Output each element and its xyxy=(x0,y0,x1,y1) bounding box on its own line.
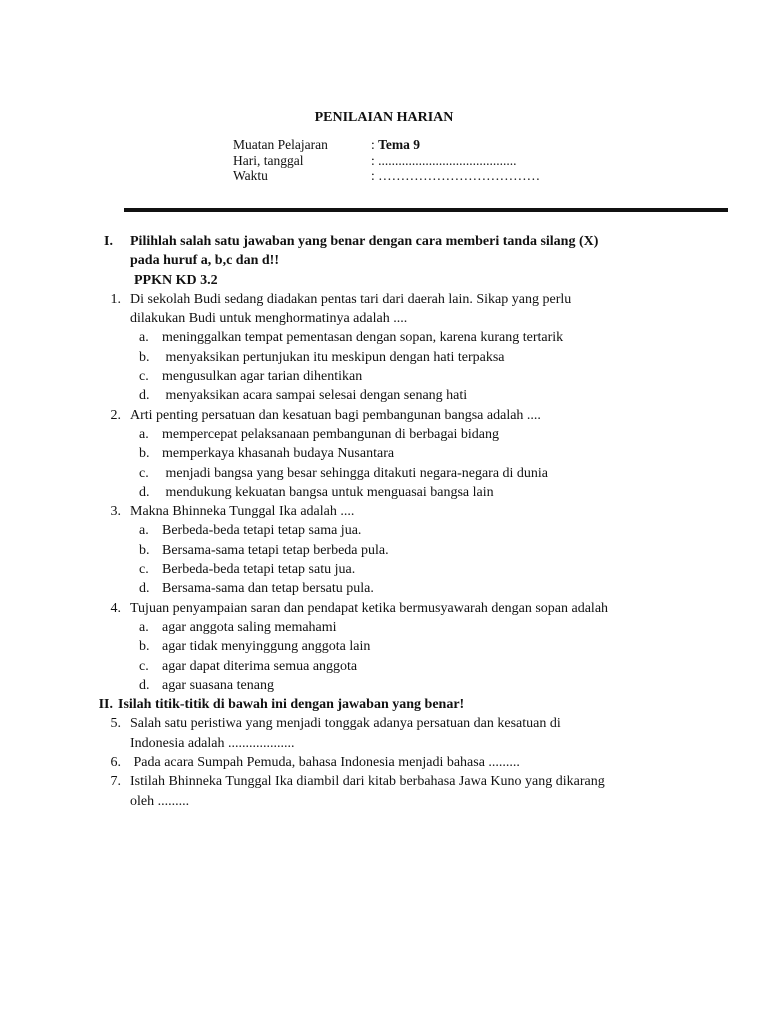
option-text: agar suasana tenang xyxy=(162,677,274,693)
option-text: menyaksikan acara sampai selesai dengan senang hati xyxy=(162,388,468,404)
option-letter: d. xyxy=(139,581,150,597)
option-letter: d. xyxy=(139,677,150,693)
option-letter: a. xyxy=(139,426,149,442)
question xyxy=(0,502,768,521)
question-number: 2. xyxy=(110,407,121,423)
answer-option xyxy=(139,444,768,463)
header-fields xyxy=(233,137,540,184)
section-instruction: Isilah titik-titik di bawah ini dengan jawaban yang benar! xyxy=(118,697,465,713)
question-block xyxy=(0,502,768,598)
question-text: Salah satu peristiwa yang menjadi tonggak adanya persatuan dan kesatuan di xyxy=(130,716,561,732)
section-instruction: pada huruf a, b,c dan d!! xyxy=(130,253,279,269)
option-letter: d. xyxy=(139,388,150,404)
question xyxy=(0,753,768,772)
option-letter: b. xyxy=(139,446,150,462)
answer-option xyxy=(139,464,768,483)
field-time xyxy=(233,168,540,184)
field-label: Waktu xyxy=(233,168,268,183)
answer-option xyxy=(139,637,768,656)
answer-option xyxy=(139,560,768,579)
worksheet-body xyxy=(0,232,768,811)
question-number: 4. xyxy=(110,600,121,616)
option-letter: a. xyxy=(139,330,149,346)
section-heading xyxy=(0,232,768,271)
option-letter: c. xyxy=(139,465,149,481)
option-text: Berbeda-beda tetapi tetap sama jua. xyxy=(162,523,362,539)
question-text: dilakukan Budi untuk menghormatinya adalah .... xyxy=(130,311,408,327)
question-block xyxy=(0,290,768,406)
question-text: Makna Bhinneka Tunggal Ika adalah .... xyxy=(130,504,355,520)
answer-option xyxy=(139,328,768,347)
answer-option xyxy=(139,367,768,386)
option-text: agar tidak menyinggung anggota lain xyxy=(162,639,371,655)
section-number: II. xyxy=(98,697,113,713)
page-title: PENILAIAN HARIAN xyxy=(314,110,454,125)
option-text: Berbeda-beda tetapi tetap satu jua. xyxy=(162,562,356,578)
answer-option xyxy=(139,386,768,405)
question xyxy=(0,599,768,618)
section-fill-in xyxy=(0,695,768,811)
field-subject xyxy=(233,137,540,153)
question-number: 3. xyxy=(110,504,121,520)
answer-option xyxy=(139,541,768,560)
option-text: agar dapat diterima semua anggota xyxy=(162,658,358,674)
option-text: mendukung kekuatan bangsa untuk menguasai bangsa lain xyxy=(162,484,494,500)
option-letter: b. xyxy=(139,542,150,558)
question-number: 1. xyxy=(110,291,121,307)
option-text: menjadi bangsa yang besar sehingga ditakuti negara-negara di dunia xyxy=(162,465,549,481)
option-letter: c. xyxy=(139,658,149,674)
section-heading xyxy=(0,695,768,714)
field-date xyxy=(233,153,540,169)
field-separator: : xyxy=(371,137,379,152)
option-text: agar anggota saling memahami xyxy=(162,619,337,635)
question-text: Indonesia adalah ................... xyxy=(130,735,295,751)
option-text: mengusulkan agar tarian dihentikan xyxy=(162,369,363,385)
question-number: 7. xyxy=(110,774,121,790)
answer-option xyxy=(139,579,768,598)
option-text: Bersama-sama tetapi tetap berbeda pula. xyxy=(162,542,389,558)
field-value: Tema 9 xyxy=(378,137,421,152)
option-text: mempercepat pelaksanaan pembangunan di berbagai bidang xyxy=(162,426,500,442)
option-letter: d. xyxy=(139,484,150,500)
field-separator: : xyxy=(371,152,379,168)
question xyxy=(0,714,768,753)
field-label: Hari, tanggal xyxy=(233,152,304,168)
question xyxy=(0,772,768,811)
answer-option xyxy=(139,425,768,444)
question-block xyxy=(0,599,768,695)
question-text: Pada acara Sumpah Pemuda, bahasa Indonesia menjadi bahasa ......... xyxy=(130,755,520,771)
option-text: menyaksikan pertunjukan itu meskipun dengan hati terpaksa xyxy=(162,349,505,365)
subject-subheading: PPKN KD 3.2 xyxy=(134,272,218,288)
section-instruction: Pilihlah salah satu jawaban yang benar dengan cara memberi tanda silang (X) xyxy=(130,234,599,249)
question-block xyxy=(0,406,768,502)
field-value: ……………………………… xyxy=(378,168,541,183)
option-letter: a. xyxy=(139,619,149,635)
question-text: Tujuan penyampaian saran dan pendapat ketika bermusyawarah dengan sopan adalah xyxy=(130,600,609,616)
field-label: Muatan Pelajaran xyxy=(233,137,328,152)
answer-option xyxy=(139,657,768,676)
option-text: memperkaya khasanah budaya Nusantara xyxy=(162,446,395,462)
question-text: oleh ......... xyxy=(130,793,190,809)
field-value: ......................................... xyxy=(378,152,517,168)
option-letter: c. xyxy=(139,369,149,385)
answer-option xyxy=(139,348,768,367)
answer-option xyxy=(139,521,768,540)
section-multiple-choice xyxy=(0,232,768,695)
question-text: Arti penting persatuan dan kesatuan bagi pembangunan bangsa adalah .... xyxy=(130,407,541,423)
option-letter: c. xyxy=(139,562,149,578)
answer-option xyxy=(139,483,768,502)
question-number: 6. xyxy=(110,755,121,771)
header-divider xyxy=(124,208,728,212)
option-letter: b. xyxy=(139,639,150,655)
question-text: Di sekolah Budi sedang diadakan pentas tari dari daerah lain. Sikap yang perlu xyxy=(130,291,572,307)
field-separator: : xyxy=(371,168,379,183)
question-text: Istilah Bhinneka Tunggal Ika diambil dari kitab berbahasa Jawa Kuno yang dikarang xyxy=(130,774,605,790)
question xyxy=(0,406,768,425)
option-letter: b. xyxy=(139,349,150,365)
answer-option xyxy=(139,618,768,637)
option-letter: a. xyxy=(139,523,149,539)
question-number: 5. xyxy=(110,716,121,732)
option-text: Bersama-sama dan tetap bersatu pula. xyxy=(162,581,374,597)
question xyxy=(0,290,768,329)
option-text: meninggalkan tempat pementasan dengan sopan, karena kurang tertarik xyxy=(162,330,564,346)
answer-option xyxy=(139,676,768,695)
section-number: I. xyxy=(104,234,113,249)
